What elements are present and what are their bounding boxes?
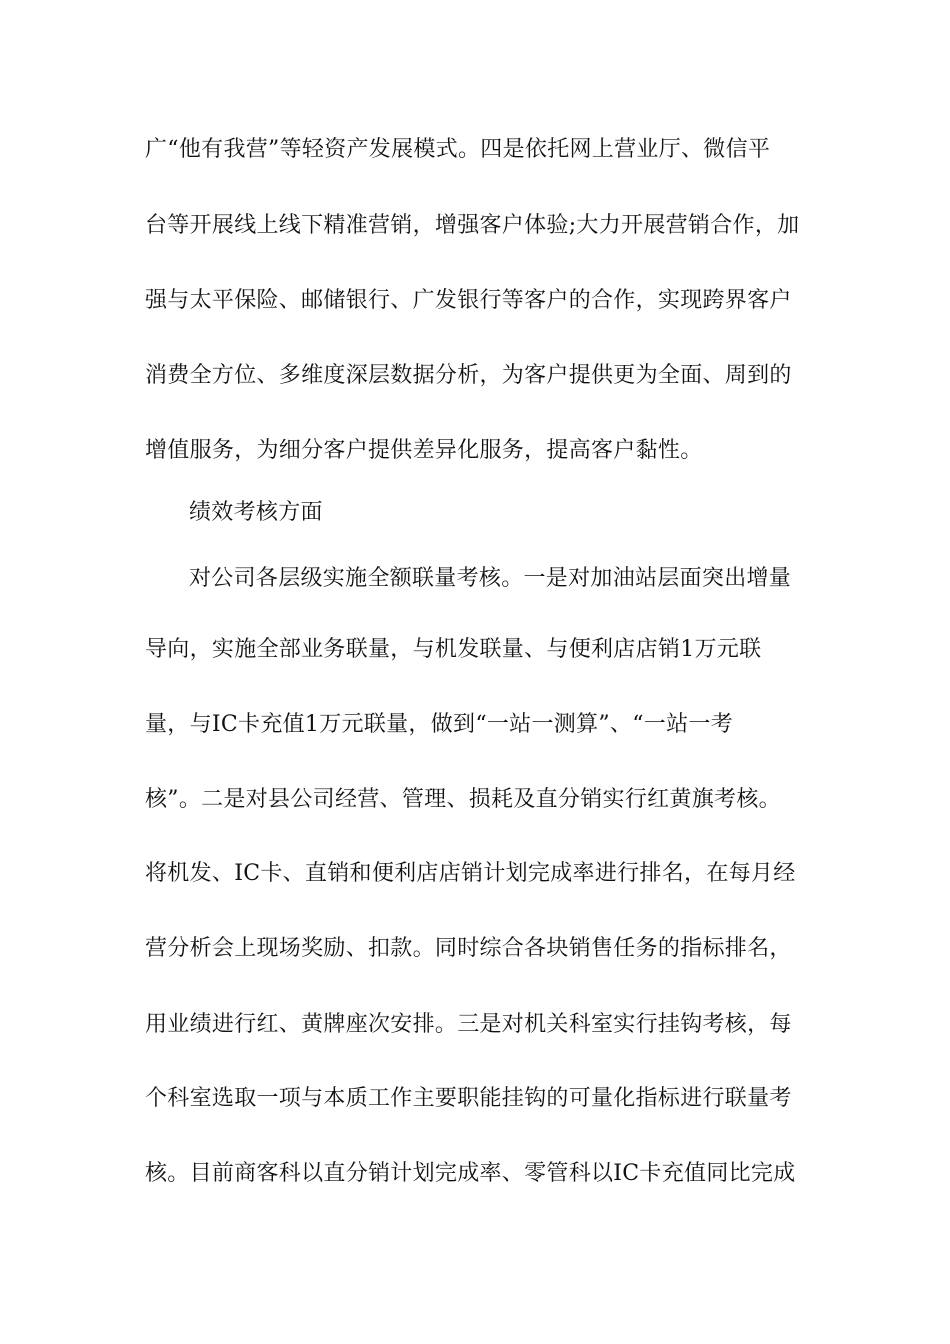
paragraph-line: 增值服务，为细分客户提供差异化服务，提高客户黏性。 (145, 438, 703, 463)
paragraph-line: 将机发、IC卡、直销和便利店店销计划完成率进行排名，在每月经 (145, 861, 796, 886)
section-heading: 绩效考核方面 (189, 500, 323, 525)
paragraph-line: 消费全方位、多维度深层数据分析，为客户提供更为全面、周到的 (145, 363, 792, 388)
paragraph-line: 导向，实施全部业务联量，与机发联量、与便利店店销1万元联 (145, 637, 762, 662)
paragraph-line: 对公司各层级实施全额联量考核。一是对加油站层面突出增量 (189, 566, 792, 591)
paragraph-line: 强与太平保险、邮储银行、广发银行等客户的合作，实现跨界客户 (145, 288, 792, 313)
paragraph-line: 个科室选取一项与本质工作主要职能挂钩的可量化指标进行联量考 (145, 1086, 792, 1111)
paragraph-line: 台等开展线上线下精准营销，增强客户体验;大力开展营销合作，加 (145, 213, 800, 238)
paragraph-line: 广“他有我营”等轻资产发展模式。四是依托网上营业厅、微信平 (145, 137, 771, 162)
paragraph-line: 营分析会上现场奖励、扣款。同时综合各块销售任务的指标排名， (145, 936, 792, 961)
paragraph-line: 核。目前商客科以直分销计划完成率、零管科以IC卡充值同比完成 (145, 1161, 796, 1186)
paragraph-line: 核”。二是对县公司经营、管理、损耗及直分销实行红黄旗考核。 (145, 787, 781, 812)
paragraph-line: 用业绩进行红、黄牌座次安排。三是对机关科室实行挂钩考核，每 (145, 1012, 792, 1037)
paragraph-line: 量，与IC卡充值1万元联量，做到“一站一测算”、“一站一考 (145, 712, 733, 737)
